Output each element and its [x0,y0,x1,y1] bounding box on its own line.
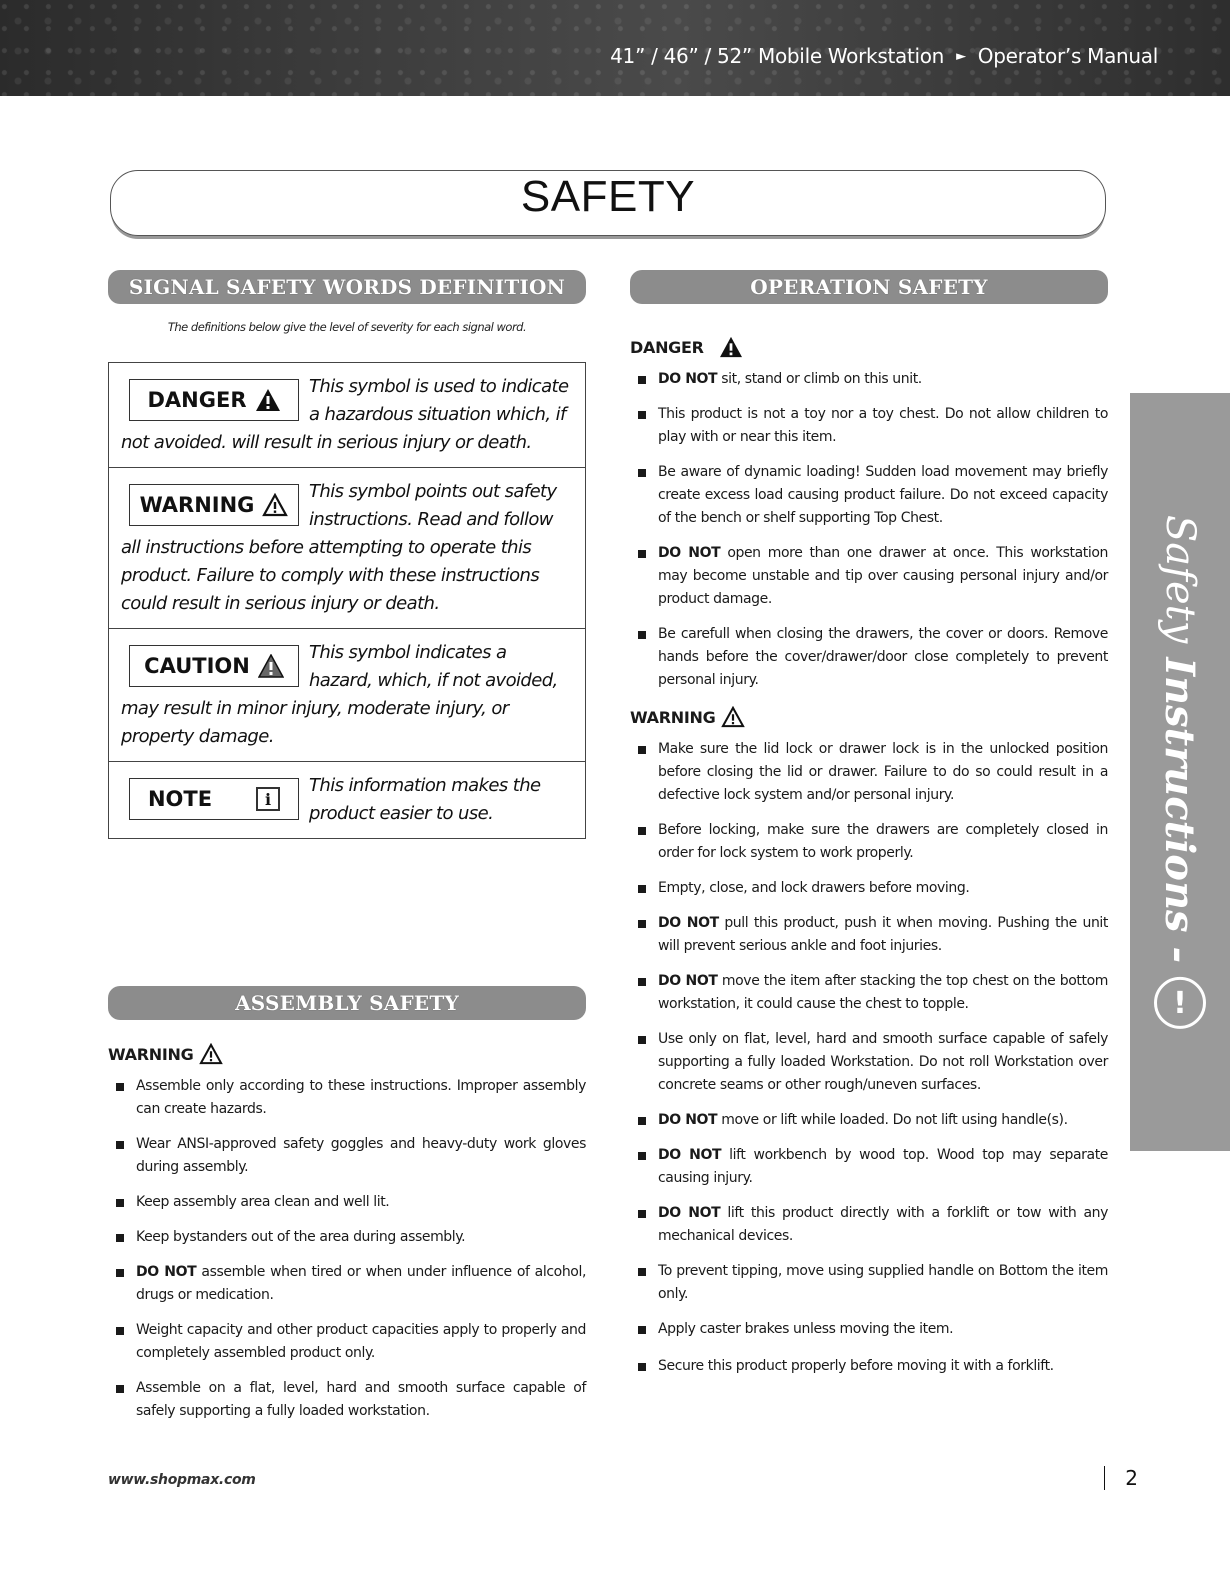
warning-definition: This symbol points out safety instructions. Read and follow all instructions before attempting to operate this product. Failure to comply with these instructions could result in serious injury or death. [121,481,557,614]
signal-words-heading: SIGNAL SAFETY WORDS DEFINITION [108,270,586,304]
caution-label: CAUTION [144,654,250,678]
side-section-tab [1130,393,1230,1151]
do-not-emphasis: DO NOT [136,1264,197,1280]
operation-danger-heading [630,336,744,358]
operation-danger-list [630,368,1108,692]
caution-label-box [129,645,299,687]
list-item [630,1318,1108,1341]
signal-words-intro: The definitions below give the level of severity for each signal word. [167,320,527,334]
do-not-emphasis: DO NOT [658,545,721,561]
assembly-warning-label: WARNING [108,1044,194,1064]
list-item [630,1109,1108,1132]
list-item-text: Before locking, make sure the drawers are completely closed in order for lock system to work properly. [658,822,1108,861]
list-item-text: open more than one drawer at once. This workstation may become unstable and tip over causing personal injury and/or product damage. [658,545,1108,607]
list-item [630,461,1108,530]
operation-warning-list [630,738,1108,1378]
do-not-emphasis: DO NOT [658,1112,718,1128]
do-not-emphasis: DO NOT [658,973,718,989]
info-box-icon: i [256,787,280,811]
header-product: 41” / 46” / 52” Mobile Workstation [610,44,945,68]
warning-label-box [129,484,299,526]
do-not-emphasis: DO NOT [658,1205,721,1221]
definition-row-caution [109,629,585,762]
list-item [108,1226,586,1249]
do-not-emphasis: DO NOT [658,1147,722,1163]
side-tab-label [1154,515,1206,1029]
list-item-text: Weight capacity and other product capacities apply to properly and completely assembled product only. [136,1322,586,1361]
side-tab-bold-text: Instructions - [1156,657,1204,964]
operation-warning-label: WARNING [630,707,716,727]
footer-divider [1104,1466,1106,1490]
list-item [108,1133,586,1179]
list-item [630,623,1108,692]
list-item [630,1260,1108,1306]
list-item-text: lift this product directly with a forklift or tow with any mechanical devices. [658,1205,1108,1244]
definition-row-note [109,762,585,838]
list-item-text: assemble when tired or when under influence of alcohol, drugs or medication. [136,1264,586,1303]
list-item-text: To prevent tipping, move using supplied handle on Bottom the item only. [658,1263,1108,1302]
list-item-text: Empty, close, and lock drawers before moving. [658,880,970,896]
list-item-text: lift workbench by wood top. Wood top may separate causing injury. [658,1147,1108,1186]
note-definition: This information makes the product easier to use. [309,775,541,824]
list-item-text: Wear ANSI-approved safety goggles and heavy-duty work gloves during assembly. [136,1136,586,1175]
header-manual: Operator’s Manual [977,44,1158,68]
danger-definition: This symbol is used to indicate a hazardous situation which, if not avoided. will result in serious injury or death. [121,376,569,453]
list-item-text: Assemble only according to these instructions. Improper assembly can create hazards. [136,1078,586,1117]
page-number: 2 [1125,1466,1138,1490]
list-item-text: Keep assembly area clean and well lit. [136,1194,390,1210]
note-label: NOTE [147,787,213,811]
list-item [630,819,1108,865]
list-item-text: Be aware of dynamic loading! Sudden load movement may briefly create excess load causing product failure. Do not exceed capacity of the bench or shelf supporting Top Chest. [658,464,1108,526]
header-arrow-icon: ► [956,48,966,64]
list-item [630,912,1108,958]
page-title: SAFETY [520,172,696,221]
caution-definition: This symbol indicates a hazard, which, if not avoided, may result in minor injury, moderate injury, or property damage. [121,642,558,747]
list-item-text: pull this product, push it when moving. Pushing the unit will prevent serious ankle and foot injuries. [658,915,1108,954]
list-item [108,1319,586,1365]
do-not-emphasis: DO NOT [658,371,718,387]
danger-label: DANGER [147,388,247,412]
assembly-safety-list [108,1075,586,1423]
page-header-band [0,0,1230,96]
list-item-text: move the item after stacking the top chest on the bottom workstation, it could cause the chest to topple. [658,973,1108,1012]
list-item [630,1202,1108,1248]
list-item [108,1191,586,1214]
list-item [630,403,1108,449]
list-item [630,738,1108,807]
warning-triangle-hatched-icon [258,654,284,678]
list-item [108,1261,586,1307]
warning-label: WARNING [139,493,255,517]
assembly-safety-heading: ASSEMBLY SAFETY [108,986,586,1020]
footer-page-number-block [1104,1466,1138,1490]
warning-triangle-outline-icon [199,1043,223,1065]
exclamation-circle-icon: ! [1154,977,1206,1029]
list-item-text: Make sure the lid lock or drawer lock is in the unlocked position before closing the lid or drawer. Failure to do so could result in a defective lock system and/or personal injury. [658,741,1108,803]
list-item-text: Keep bystanders out of the area during assembly. [136,1229,466,1245]
definition-row-danger [109,363,585,468]
list-item [630,1355,1108,1378]
list-item [630,877,1108,900]
note-label-box [129,778,299,820]
warning-triangle-filled-icon [718,336,744,358]
warning-triangle-filled-icon [255,388,281,412]
footer-url: www.shopmax.com [108,1472,256,1488]
list-item-text: This product is not a toy nor a toy chest. Do not allow children to play with or near this item. [658,406,1108,445]
list-item-text: sit, stand or climb on this unit. [717,371,922,387]
definition-row-warning [109,468,585,629]
list-item [630,1028,1108,1097]
operation-warning-heading [630,706,745,728]
warning-triangle-outline-icon [262,493,288,517]
list-item [630,368,1108,391]
assembly-warning-heading [108,1043,223,1065]
operation-safety-heading: OPERATION SAFETY [630,270,1108,304]
list-item-text: Use only on flat, level, hard and smooth surface capable of safely supporting a fully loaded Workstation. Do not roll Workstation over concrete seams or other rough/uneven surfaces. [658,1031,1108,1093]
list-item [108,1075,586,1121]
list-item-text: Secure this product properly before moving it with a forklift. [658,1358,1054,1374]
list-item-text: move or lift while loaded. Do not lift using handle(s). [717,1112,1068,1128]
danger-label-box [129,379,299,421]
header-title [610,44,1158,68]
list-item-text: Be carefull when closing the drawers, the cover or doors. Remove hands before the cover/drawer/door close completely to prevent personal injury. [658,626,1108,688]
do-not-emphasis: DO NOT [658,915,719,931]
list-item [630,542,1108,611]
operation-danger-label: DANGER [630,337,704,357]
list-item [630,970,1108,1016]
side-tab-light-text: Safety [1157,514,1203,644]
list-item [108,1377,586,1423]
signal-words-table [108,362,586,839]
list-item-text: Apply caster brakes unless moving the item. [658,1321,954,1337]
warning-triangle-outline-icon [721,706,745,728]
list-item [630,1144,1108,1190]
list-item-text: Assemble on a flat, level, hard and smooth surface capable of safely supporting a fully loaded workstation. [136,1380,586,1419]
